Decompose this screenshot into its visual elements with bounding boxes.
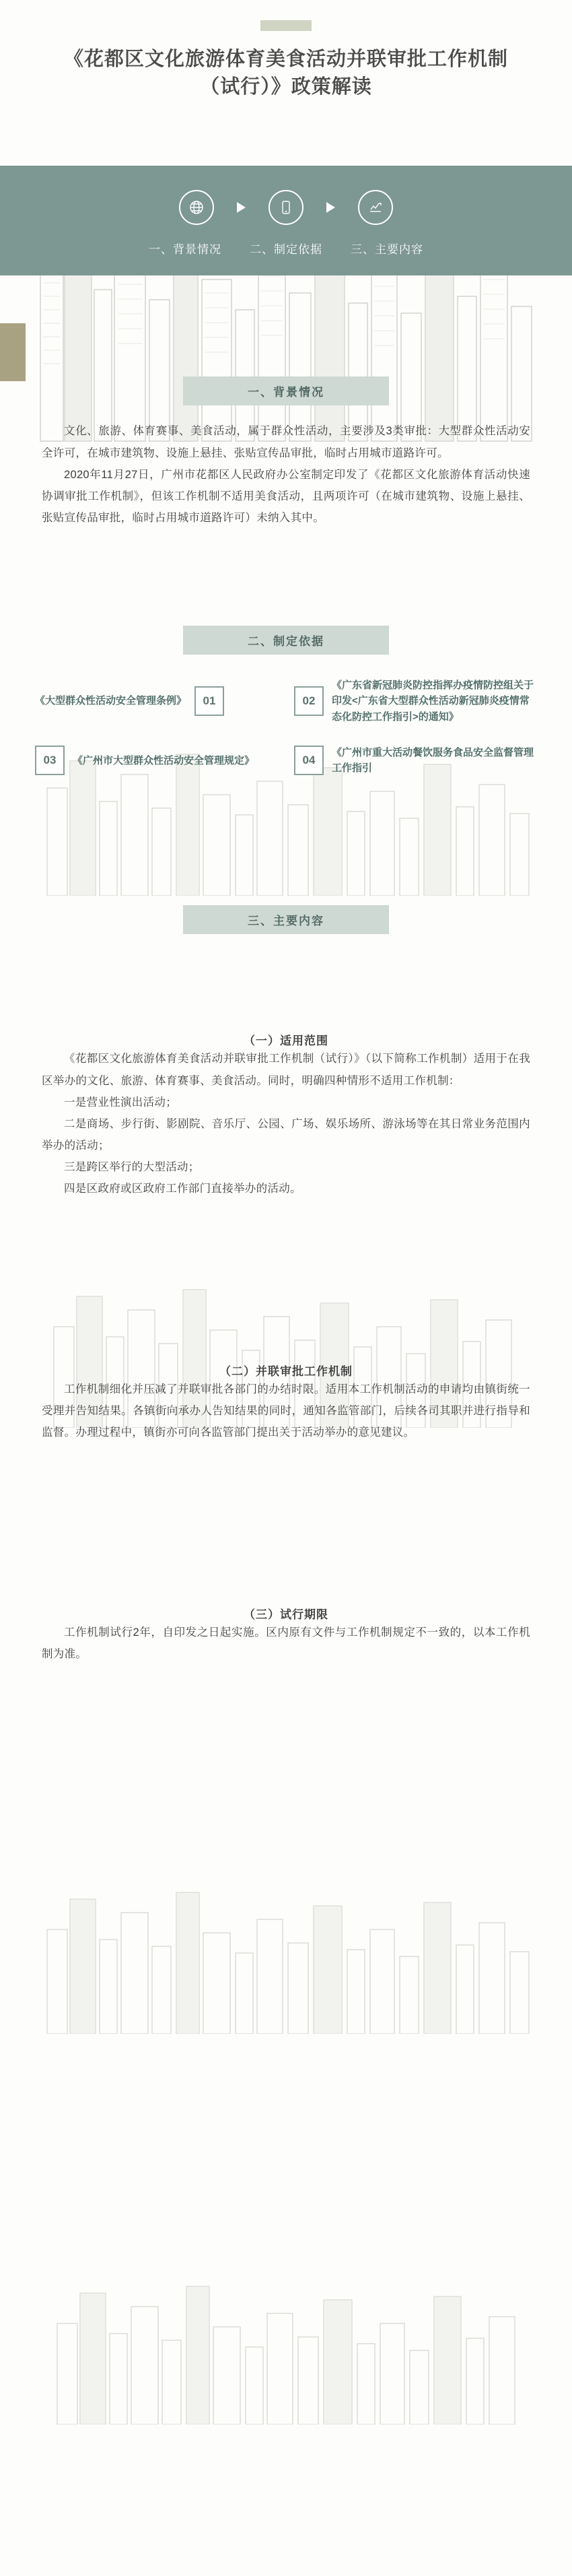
page-header [0,0,572,101]
basis-number-3: 03 [35,746,65,775]
globe-icon [179,190,214,225]
skyline-decoration-mid-4 [0,2249,572,2424]
basis-text-2: 《广东省新冠肺炎防控指挥办疫情防控组关于印发<广东省大型群众性活动新冠肺炎疫情常态化防控工作指引>的通知》 [332,680,534,723]
scope-paragraph-4: 三是跨区举行的大型活动； [64,1161,200,1174]
basis-number-4: 04 [294,746,324,775]
basis-number-2: 02 [294,686,324,716]
main-body-2 [0,1379,572,1444]
trial-paragraph-1: 工作机制试行2年，自印发之日起实施。区内原有文件与工作机制规定不一致的，以本工作机制为准。 [42,1626,530,1661]
scope-paragraph-3: 二是商场、步行街、影剧院、音乐厅、公园、广场、娱乐场所、游泳场等在其日常业务范围内举办的活动； [42,1117,530,1152]
basis-item-4 [294,745,537,777]
scope-paragraph-5: 四是区政府或区政府工作部门直接举办的活动。 [64,1183,301,1195]
scope-paragraph-2: 一是营业性演出活动； [64,1096,177,1109]
step-label-1: 一、背景情况 [149,243,221,257]
background-body [0,420,572,529]
mobile-icon [269,190,303,225]
main-body-3 [0,1622,572,1665]
header-accent-bar [260,20,312,31]
steps-label-row [0,240,572,257]
basis-text-4: 《广州市重大活动餐饮服务食品安全监督管理工作指引 [332,746,534,774]
steps-icon-row [0,190,572,225]
main-block-mechanism [0,1362,572,1444]
main-subtitle-3: （三）试行期限 [244,1608,328,1622]
background-paragraph-1: 文化、旅游、体育赛事、美食活动，属于群众性活动，主要涉及3类审批：大型群众性活动安全许可，在城市建筑物、设施上悬挂、张贴宣传品审批，临时占用城市道路许可。 [42,425,530,459]
page-title: 《花都区文化旅游体育美食活动并联审批工作机制（试行）》政策解读 [63,48,508,98]
main-block-trial-period [0,1605,572,1665]
step-label-2: 二、制定依据 [250,243,322,257]
basis-item-1 [35,678,278,725]
basis-text-1: 《大型群众性活动安全管理条例》 [35,695,187,707]
chart-up-icon [358,190,393,225]
main-subtitle-1: （一）适用范围 [244,1034,328,1048]
basis-text-3: 《广州市大型群众性活动安全管理规定》 [73,754,255,766]
skyline-decoration-mid-3 [0,1859,572,2034]
basis-grid [0,655,572,776]
steps-band [0,166,572,275]
main-body-1 [0,1048,572,1199]
scope-paragraph-1: 《花都区文化旅游体育美食活动并联审批工作机制（试行）》（以下简称工作机制）适用于在我区举办的文化、旅游、体育赛事、美食活动。同时，明确四种情形不适用工作机制： [42,1053,530,1087]
section-main [0,905,572,934]
section-heading-basis: 二、制定依据 [183,626,389,655]
section-basis [0,626,572,776]
main-block-scope [0,1031,572,1199]
arrow-right-icon [237,202,246,213]
basis-number-1: 01 [194,686,224,716]
main-subtitle-2: （二）并联审批工作机制 [219,1364,353,1378]
background-paragraph-2: 2020年11月27日，广州市花都区人民政府办公室制定印发了《花都区文化旅游体育活动快速协调审批工作机制》，但该工作机制不适用美食活动，且两项许可（在城市建筑物、设施上悬挂、张贴宣传品审批，临时占用城市道路许可）未纳入其中。 [42,468,530,525]
section-heading-background: 一、背景情况 [183,376,389,405]
basis-item-2 [294,678,537,725]
arrow-right-icon-2 [326,202,335,213]
section-heading-main: 三、主要内容 [183,905,389,934]
mechanism-paragraph-1: 工作机制细化并压减了并联审批各部门的办结时限。适用本工作机制活动的申请均由镇街统一受理并告知结果。各镇街向承办人告知结果的同时，通知各监管部门，后续各司其职并进行指导和监督。办理过程中，镇街亦可向各监管部门提出关于活动举办的意见建议。 [42,1383,530,1439]
step-label-3: 三、主要内容 [351,243,423,257]
section-background [0,376,572,529]
basis-item-3 [35,745,278,777]
left-accent-block [0,323,26,381]
